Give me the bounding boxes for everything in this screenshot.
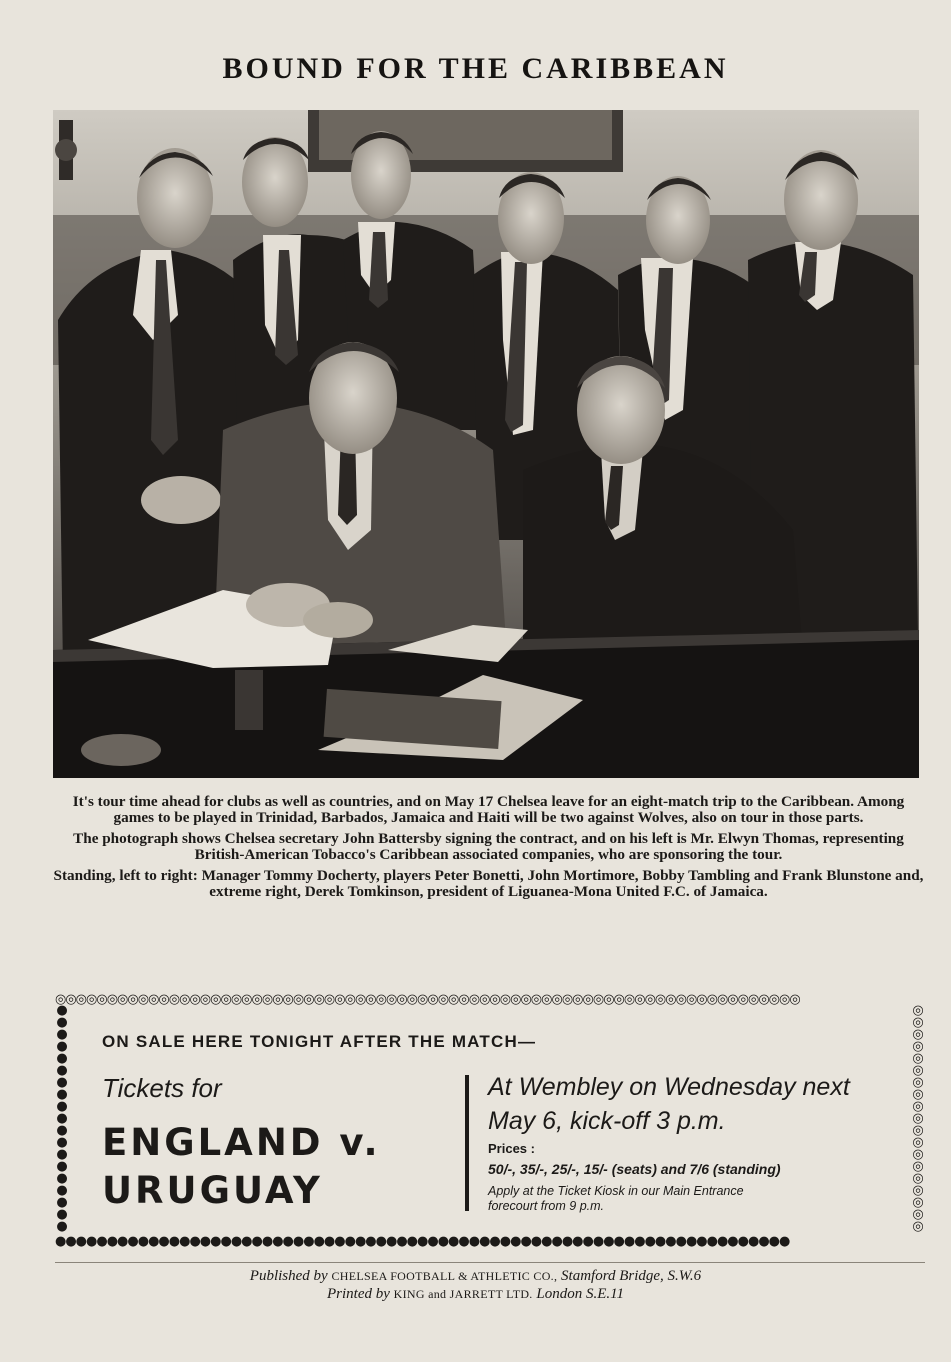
printed-by-label: Printed by	[326, 1286, 390, 1302]
advert-border-right: ◎ ◎ ◎ ◎ ◎ ◎ ◎ ◎ ◎ ◎ ◎ ◎ ◎ ◎ ◎ ◎ ◎ ◎ ◎	[912, 1005, 924, 1234]
prices-label: Prices :	[488, 1141, 535, 1156]
publisher-footer	[0, 1267, 951, 1303]
printer-name: KING and JARRETT LTD.	[393, 1287, 533, 1301]
match-title-line-1: ENGLAND v.	[102, 1121, 381, 1164]
advert-border-top: ◎◎◎◎◎◎◎◎◎◎◎◎◎◎◎◎◎◎◎◎◎◎◎◎◎◎◎◎◎◎◎◎◎◎◎◎◎◎◎◎◎◎◎◎◎◎◎◎◎◎◎◎◎◎◎◎◎◎◎◎◎◎◎◎◎◎◎◎◎◎◎◎	[55, 993, 800, 1007]
advert-headline: ON SALE HERE TONIGHT AFTER THE MATCH—	[102, 1032, 537, 1051]
signing-photograph	[53, 110, 919, 778]
caption-paragraph-1: It's tour time ahead for clubs as well as countries, and on May 17 Chelsea leave for an eight-match trip to the Caribbean. Among games to be played in Trinidad, Barbados, Jamaica and Haiti will be two against Wolves, also on tour in those parts.	[72, 793, 905, 826]
footer-published-line	[0, 1267, 951, 1285]
venue-line-2: May 6, kick-off 3 p.m.	[488, 1107, 726, 1135]
caption-paragraph-2: The photograph shows Chelsea secretary John Battersby signing the contract, and on his left is Mr. Elwyn Thomas, representing British-American Tobacco's Caribbean associated companies, who are sponsoring the tour.	[73, 830, 904, 863]
match-title-line-2: URUGUAY	[102, 1169, 323, 1212]
page-title: BOUND FOR THE CARIBBEAN	[222, 52, 729, 85]
photograph-illustration	[53, 110, 919, 778]
published-by-label: Published by	[249, 1268, 328, 1284]
advert-border-left: ● ● ● ● ● ● ● ● ● ● ● ● ● ● ● ● ● ● ●	[56, 1005, 68, 1234]
advert-divider	[465, 1075, 469, 1211]
ticket-advert	[55, 993, 925, 1249]
tickets-for-label: Tickets for	[102, 1073, 222, 1103]
publisher-name: CHELSEA FOOTBALL & ATHLETIC CO.,	[331, 1269, 558, 1283]
apply-info-line-1: Apply at the Ticket Kiosk in our Main Entrance	[488, 1184, 744, 1198]
venue-line-1: At Wembley on Wednesday next	[488, 1073, 850, 1101]
footer-rule	[55, 1262, 925, 1263]
prices-values: 50/-, 35/-, 25/-, 15/- (seats) and 7/6 (standing)	[488, 1161, 781, 1177]
caption-paragraph-3: Standing, left to right: Manager Tommy Docherty, players Peter Bonetti, John Mortimore, Bobby Tambling and Frank Blunstone and, extreme right, Derek Tomkinson, president of Liguanea-Mona United F.C. of Jamaica.	[53, 867, 924, 900]
publisher-address: Stamford Bridge, S.W.6	[561, 1268, 702, 1284]
photo-caption	[52, 794, 925, 905]
footer-printed-line	[0, 1285, 951, 1303]
printer-address: London S.E.11	[536, 1286, 625, 1302]
apply-info-line-2: forecourt from 9 p.m.	[488, 1199, 605, 1213]
advert-border-bottom: ●●●●●●●●●●●●●●●●●●●●●●●●●●●●●●●●●●●●●●●●●●●●●●●●●●●●●●●●●●●●●●●●●●●●●●●	[55, 1235, 790, 1249]
